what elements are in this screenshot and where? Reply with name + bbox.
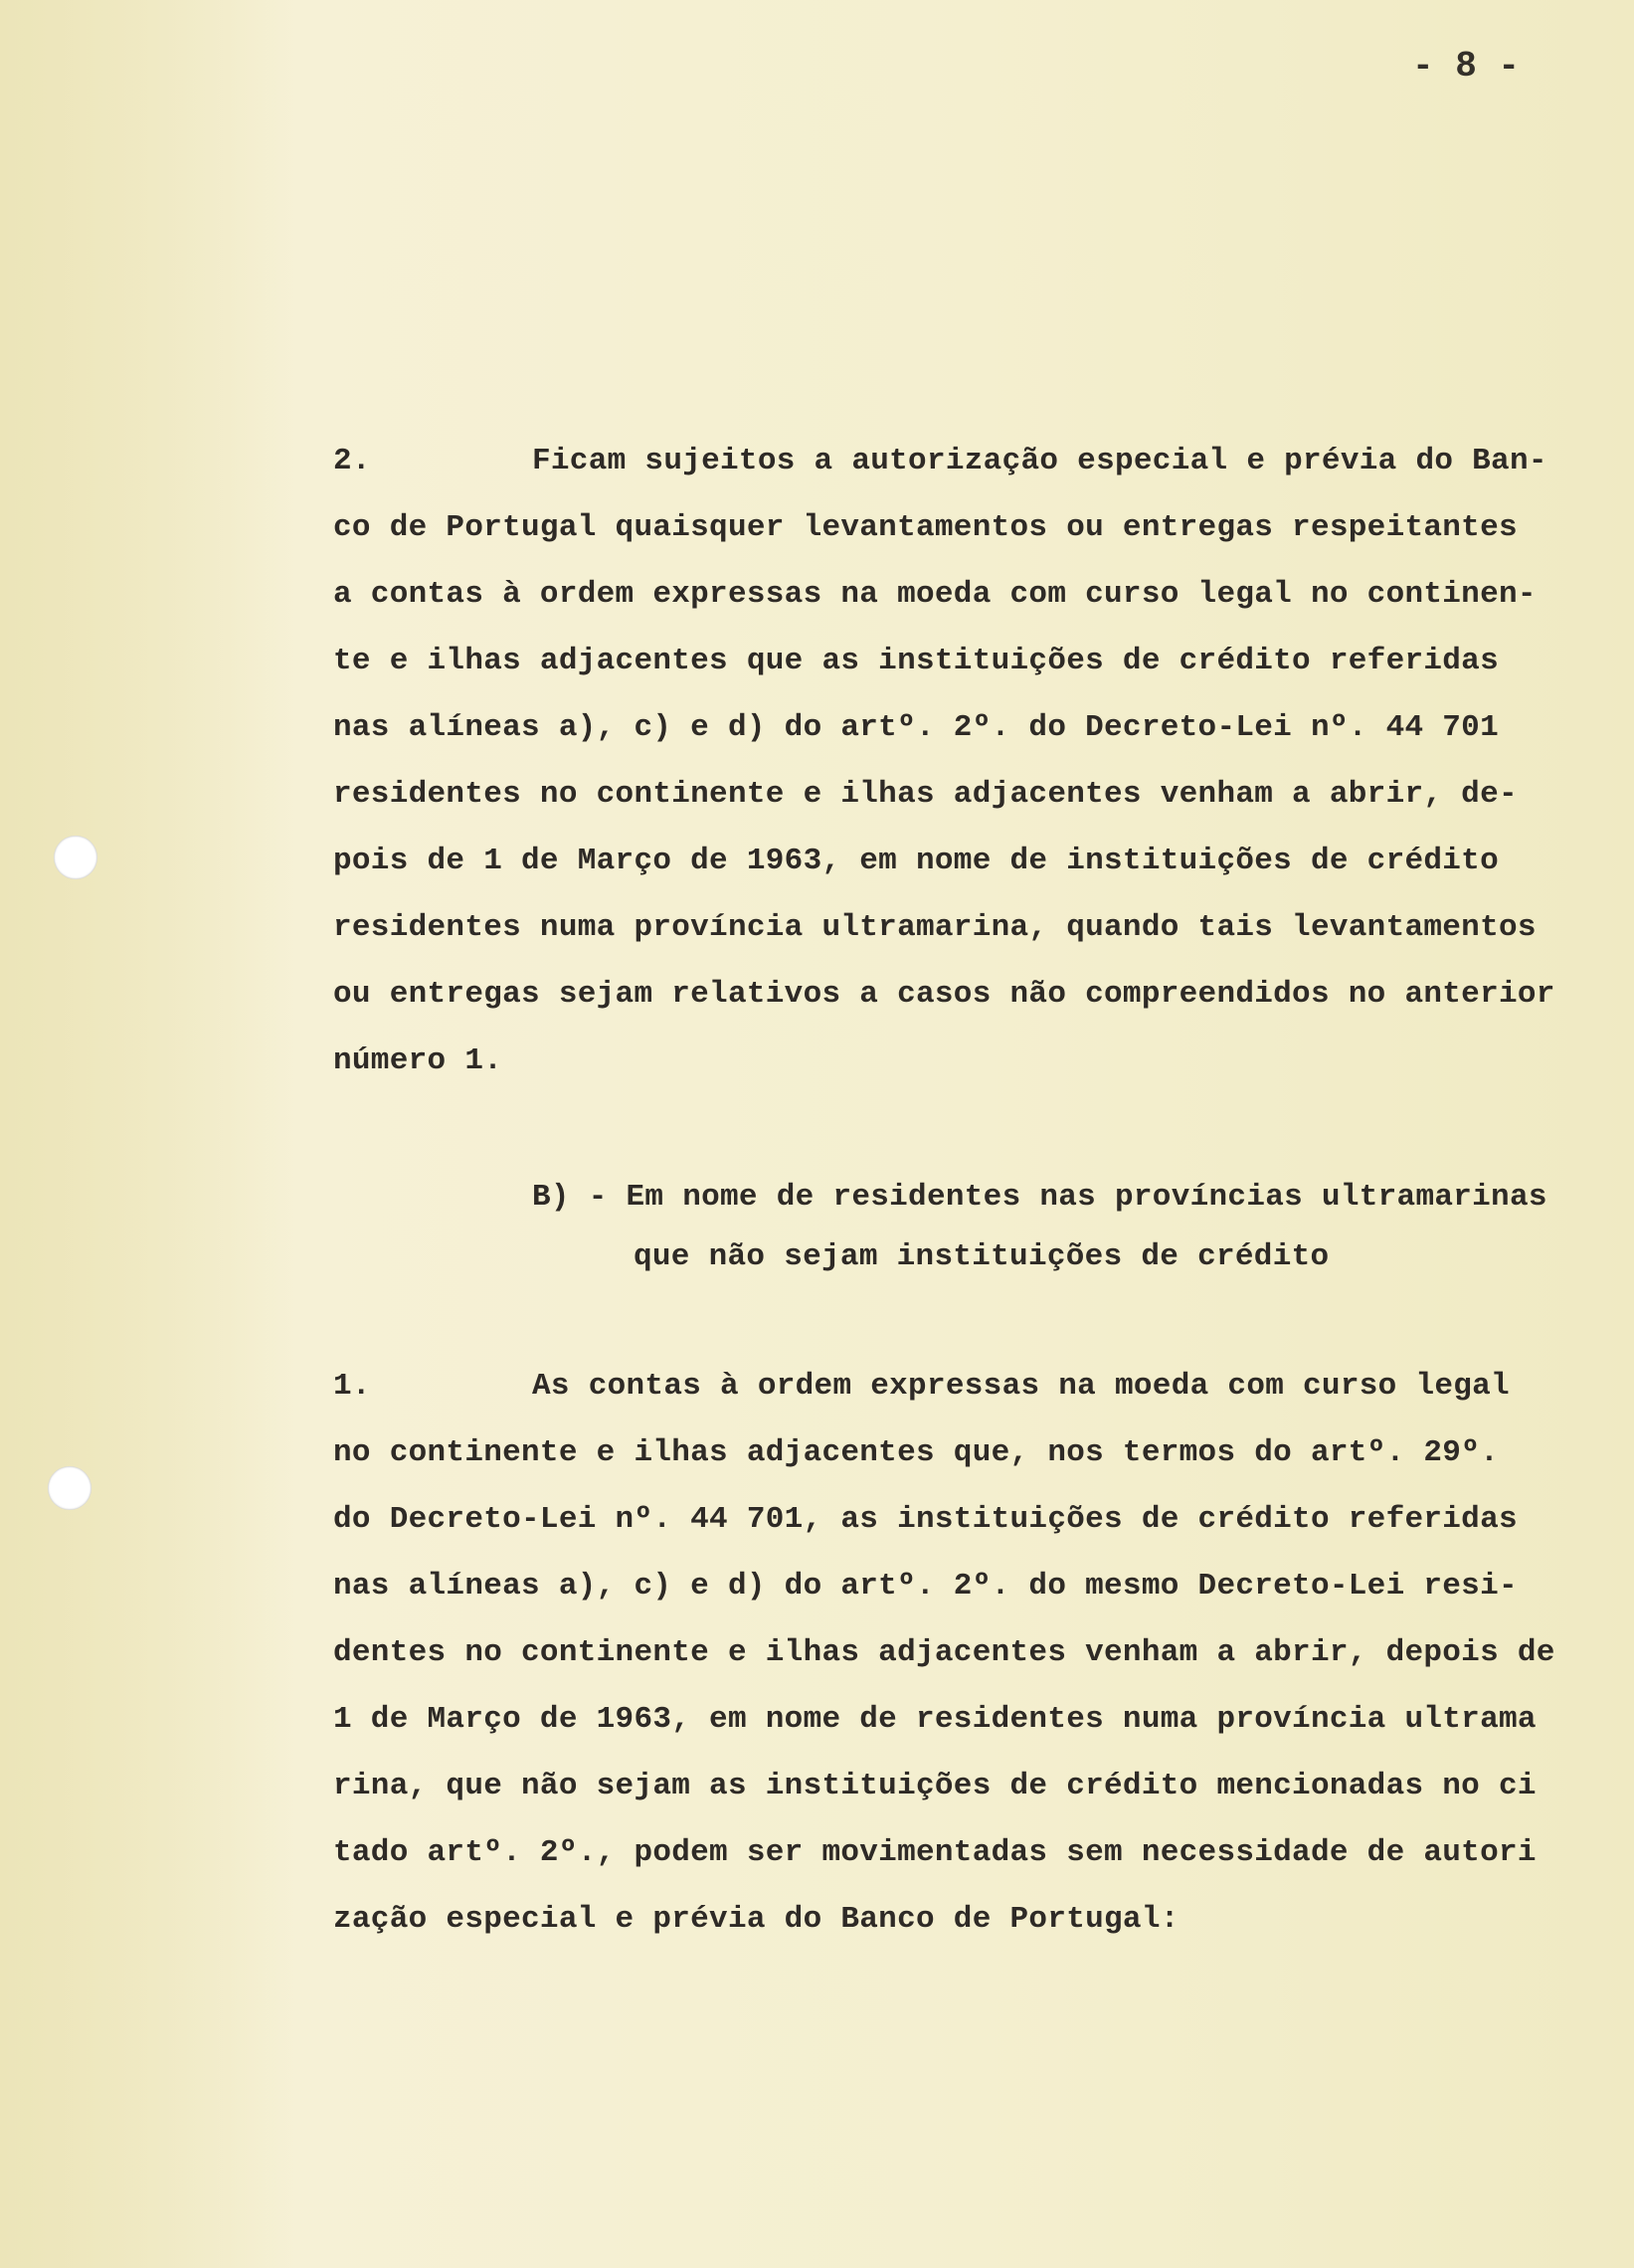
paragraph-line: dentes no continente e ilhas adjacentes venham a abrir, depois de [333,1635,1555,1670]
paragraph-line: nas alíneas a), c) e d) do artº. 2º. do Decreto-Lei nº. 44 701 [333,710,1499,745]
paragraph-line: residentes no continente e ilhas adjacentes venham a abrir, de- [333,777,1518,812]
paragraph-line: número 1. [333,1043,503,1078]
paragraph-line: a contas à ordem expressas na moeda com curso legal no continen- [333,577,1537,612]
paragraph-line: no continente e ilhas adjacentes que, nos termos do artº. 29º. [333,1435,1499,1470]
paragraph-line: Ficam sujeitos a autorização especial e prévia do Ban- [532,444,1547,478]
paragraph-line: 1 de Março de 1963, em nome de residentes numa província ultrama [333,1702,1537,1737]
paragraph-line: pois de 1 de Março de 1963, em nome de instituições de crédito [333,844,1499,878]
paragraph-line: do Decreto-Lei nº. 44 701, as instituições de crédito referidas [333,1502,1518,1537]
punch-hole-lower [48,1466,91,1510]
page-number: - 8 - [1412,46,1521,87]
section-2-number: 2. [333,444,371,478]
paragraph-line: zação especial e prévia do Banco de Portugal: [333,1902,1180,1937]
section-heading-b-continuation: que não sejam instituições de crédito [634,1239,1330,1274]
paragraph-line: nas alíneas a), c) e d) do artº. 2º. do mesmo Decreto-Lei resi- [333,1569,1518,1604]
paragraph-line: residentes numa província ultramarina, quando tais levantamentos [333,910,1537,945]
section-heading-b: B) - Em nome de residentes nas províncias ultramarinas [532,1180,1547,1215]
paragraph-line: co de Portugal quaisquer levantamentos ou entregas respeitantes [333,510,1518,545]
paragraph-line: rina, que não sejam as instituições de crédito mencionadas no ci [333,1769,1537,1803]
paragraph-line: ou entregas sejam relativos a casos não compreendidos no anterior [333,977,1555,1012]
paragraph-line: te e ilhas adjacentes que as instituições de crédito referidas [333,644,1499,678]
paragraph-line: tado artº. 2º., podem ser movimentadas sem necessidade de autori [333,1835,1537,1870]
paragraph-line: As contas à ordem expressas na moeda com curso legal [532,1369,1510,1404]
section-1-number: 1. [333,1369,371,1404]
